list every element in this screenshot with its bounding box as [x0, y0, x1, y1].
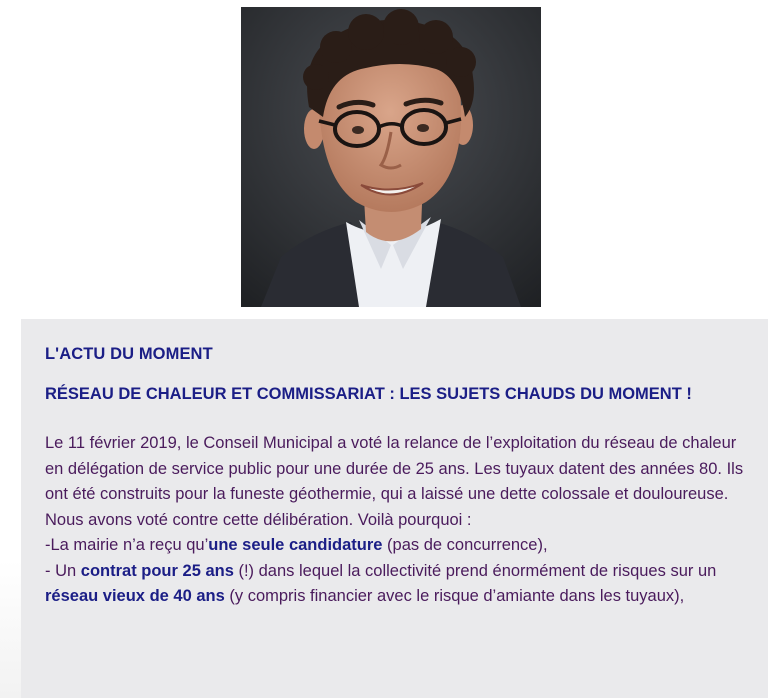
section-label: L'ACTU DU MOMENT	[45, 345, 213, 363]
bullet-2-prefix: - Un	[45, 561, 81, 580]
article-body	[45, 431, 750, 610]
bullet-2-emphasis-1: contrat pour 25 ans	[80, 561, 234, 580]
bullet-1-emphasis: une seule candidature	[208, 536, 383, 554]
left-edge-shade	[0, 560, 21, 698]
bullet-1-prefix: -La mairie n’a reçu qu’	[45, 536, 209, 554]
article-headline: RÉSEAU DE CHALEUR ET COMMISSARIAT : LES SUJETS CHAUDS DU MOMENT !	[45, 385, 692, 403]
portrait-photo	[241, 7, 541, 307]
bullet-2-suffix: (y compris financier avec le risque d’amiante dans les tuyaux),	[224, 587, 685, 605]
portrait-illustration	[241, 7, 541, 307]
bullet-item-1	[45, 533, 750, 559]
news-section	[21, 319, 768, 698]
bullet-2-middle: (!) dans lequel la collectivité prend énormément de risques sur un	[233, 561, 717, 580]
bullet-item-2	[45, 559, 750, 610]
article-intro: Le 11 février 2019, le Conseil Municipal a voté la relance de l’exploitation du réseau de chaleur en délégation de service public pour une durée de 25 ans. Les tuyaux datent des années 80. Ils ont été construits pour la funeste géothermie, qui a laissé une dette colossale et douloureuse. Nous avons voté contre cette délibération. Voilà pourquoi :	[45, 434, 744, 529]
bullet-1-suffix: (pas de concurrence),	[382, 536, 548, 554]
bullet-2-emphasis-2: réseau vieux de 40 ans	[45, 587, 225, 605]
